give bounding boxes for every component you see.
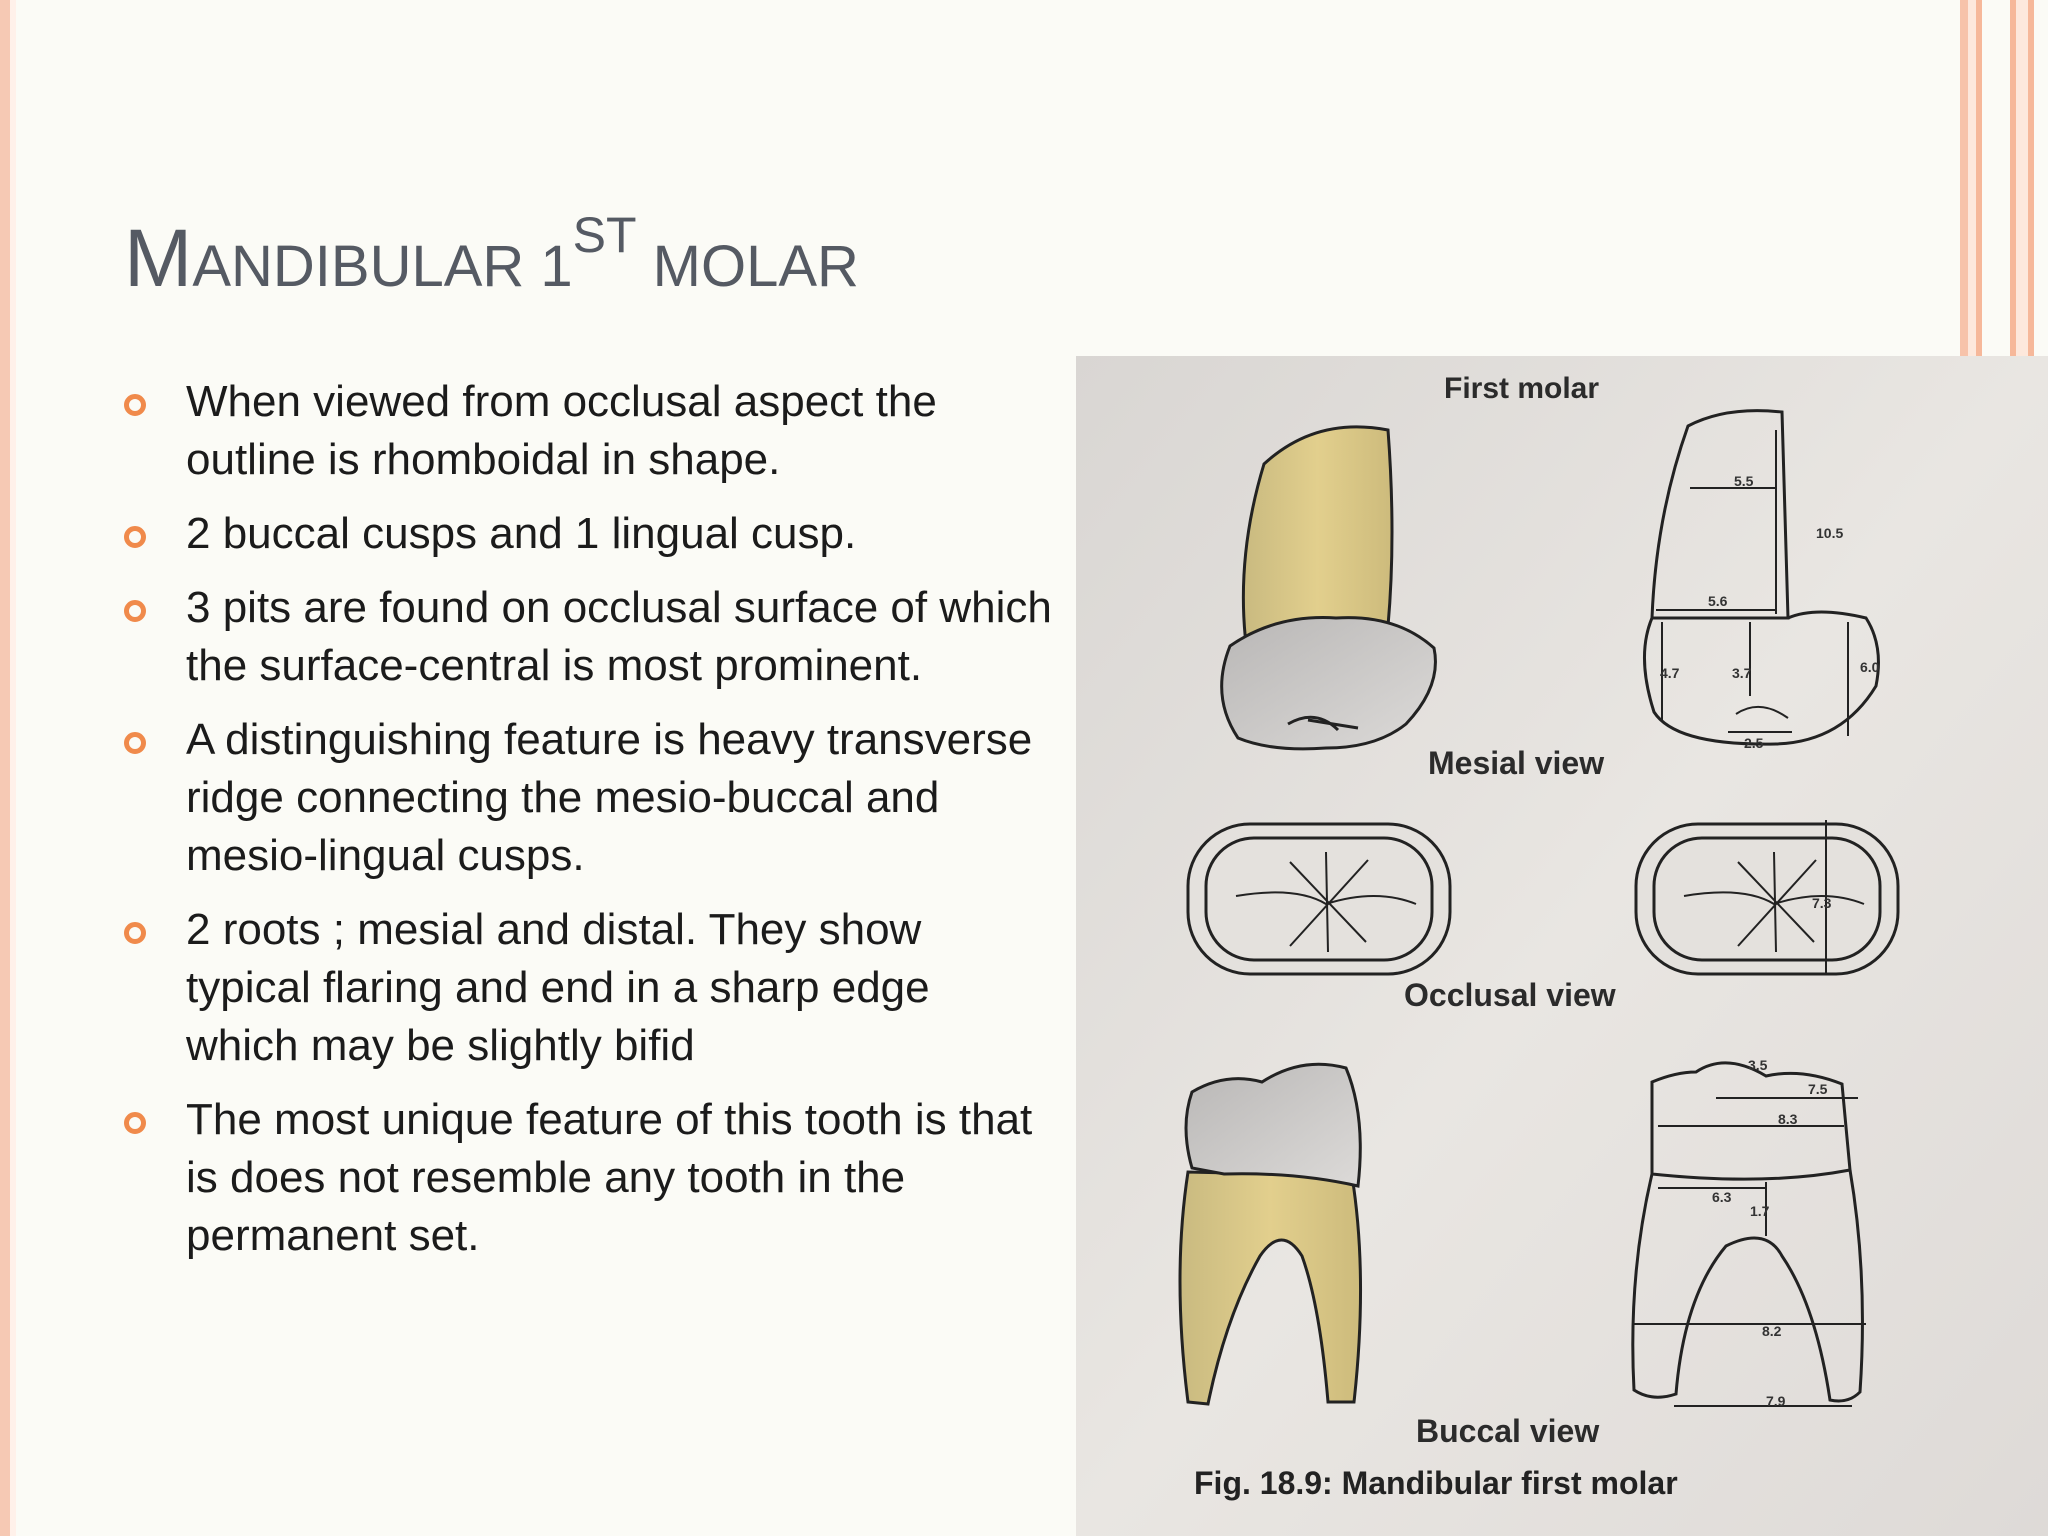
- measurement-label: 7.5: [1808, 1081, 1828, 1097]
- measurement-label: 8.2: [1762, 1323, 1782, 1339]
- bullet-item: The most unique feature of this tooth is that is does not resemble any tooth in the permanent set.: [124, 1091, 1054, 1265]
- occlusal-view-right: [1636, 820, 1898, 974]
- bullet-circle-icon: [124, 732, 146, 754]
- measurement-label: 3.7: [1732, 665, 1752, 681]
- molar-figure: [1076, 356, 2048, 1536]
- measurement-label: 7.3: [1812, 895, 1832, 911]
- caption-prefix: Fig. 18.9:: [1194, 1465, 1333, 1501]
- bullet-circle-icon: [124, 922, 146, 944]
- measurement-label: 10.5: [1816, 525, 1844, 541]
- bullet-circle-icon: [124, 526, 146, 548]
- mesial-view-label: Mesial view: [1428, 745, 1605, 781]
- buccal-view-label: Buccal view: [1416, 1413, 1600, 1449]
- bullet-item: 3 pits are found on occlusal surface of which the surface-central is most prominent.: [124, 579, 1054, 695]
- measurement-label: 3.5: [1748, 1057, 1768, 1073]
- figure-header: First molar: [1444, 372, 1600, 405]
- figure-caption: [1194, 1465, 1678, 1501]
- left-border: [10, 0, 16, 1536]
- measurement-label: 6.3: [1712, 1189, 1732, 1205]
- bullet-circle-icon: [124, 1112, 146, 1134]
- bullet-item: 2 roots ; mesial and distal. They show typical flaring and end in a sharp edge which may be slightly bifid: [124, 901, 1054, 1075]
- left-border: [0, 0, 10, 1536]
- bullet-circle-icon: [124, 394, 146, 416]
- caption-text: Mandibular first molar: [1341, 1465, 1678, 1501]
- measurement-label: 5.6: [1708, 593, 1728, 609]
- measurement-label: 6.0: [1860, 659, 1880, 675]
- measurement-label: 5.5: [1734, 473, 1754, 489]
- bullet-item: A distinguishing feature is heavy transverse ridge connecting the mesio-buccal and mesio-lingual cusps.: [124, 711, 1054, 885]
- measurement-label: 4.7: [1660, 665, 1680, 681]
- bullet-item: 2 buccal cusps and 1 lingual cusp.: [124, 505, 1054, 563]
- bullet-circle-icon: [124, 600, 146, 622]
- slide-title: MANDIBULAR 1ST MOLAR: [124, 207, 859, 304]
- bullet-list: [124, 373, 1054, 1281]
- occlusal-view-label: Occlusal view: [1404, 977, 1616, 1013]
- occlusal-view-left: [1188, 824, 1450, 974]
- bullet-item: When viewed from occlusal aspect the outline is rhomboidal in shape.: [124, 373, 1054, 489]
- measurement-label: 1.7: [1750, 1203, 1770, 1219]
- measurement-label: 7.9: [1766, 1393, 1786, 1409]
- measurement-label: 8.3: [1778, 1111, 1798, 1127]
- measurement-label: 2.5: [1744, 735, 1764, 751]
